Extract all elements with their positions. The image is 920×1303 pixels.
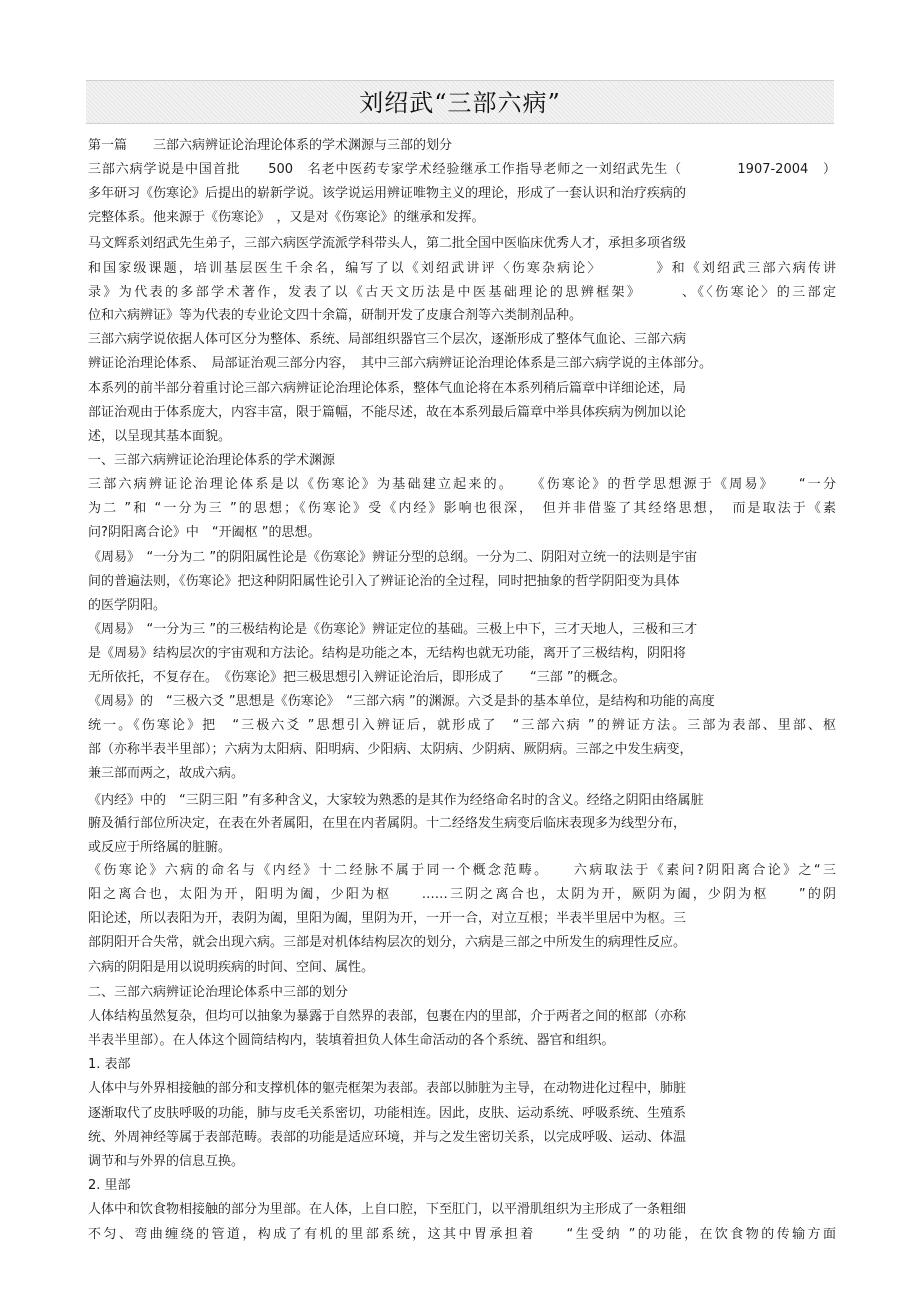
text-line: 辨证论治理论体系、 局部证治观三部分内容， 其中三部六病辨证论治理论体系是三部六病学说的主体部分。	[88, 356, 713, 371]
text-line: 《周易》的 “三极六爻 ”思想是《伤寒论》 “三部六病 ”的渊源。六爻是卦的基本单位，是结构和功能的高度	[88, 694, 715, 709]
text-line: 阳之离合也，太阳为开，阳明为阖，少阳为枢 ……三阴之离合也，太阴为开，厥阴为阖，少阴为枢 ”的阴	[88, 887, 836, 902]
text-line: 本系列的前半部分着重讨论三部六病辨证论治理论体系，整体气血论将在本系列稍后篇章中详细论述，局	[88, 381, 687, 396]
text-line: 兼三部而两之，故成六病。	[88, 766, 245, 781]
text-line: 三部六病学说依据人体可区分为整体、系统、局部组织器官三个层次，逐渐形成了整体气血论、三部六病	[88, 332, 687, 347]
text-line: 为二 ”和 “一分为三 ”的思想；《伤寒论》受《内经》影响也很深， 但并非借鉴了其经络思想， 而是取法于《素	[88, 501, 836, 516]
text-line: 的医学阴阳。	[88, 598, 167, 613]
text-line: 无所依托，不复存在。 《伤寒论》把三极思想引入辨证论治后，即形成了 “三部 ”的概念。	[88, 670, 626, 685]
text-line: 多年研习《伤寒论》后提出的崭新学说。该学说运用辨证唯物主义的理论，形成了一套认识和治疗疾病的	[88, 186, 687, 201]
text-line: 《周易》 “一分为三 ”的三极结构论是《伤寒论》辨证定位的基础。三极上中下，三才天地人，三极和三才	[88, 622, 698, 637]
text-line: 部（亦称半表半里部）；六病为太阳病、阳明病、少阳病、太阴病、少阴病、厥阴病。三部之中发生病变，	[88, 742, 693, 757]
subsection-heading: 1. 表部	[88, 1057, 131, 1072]
section-heading: 第一篇 三部六病辨证论治理论体系的学术渊源与三部的划分	[88, 138, 453, 153]
text-line: 阳论述，所以表阳为开，表阴为阖，里阳为阖，里阴为开，一开一合，对立互根；半表半里居中为枢。三	[88, 911, 687, 926]
text-line: 《伤寒论》六病的命名与《内经》十二经脉不属于同一个概念范畴。 六病取法于《素问?阴阳离合论》之“三	[88, 863, 836, 878]
text-line: 述，以呈现其基本面貌。	[88, 429, 232, 444]
text-line: 和国家级课题，培训基层医生千余名，编写了以《刘绍武讲评〈伤寒杂病论〉 》和《刘绍武三部六病传讲	[88, 261, 836, 276]
document-title: 刘绍武“三部六病”	[359, 89, 561, 117]
text-line: 三部六病学说是中国首批 500 名老中医药专家学术经验继承工作指导老师之一刘绍武先生（ 1907-2004 ）	[88, 162, 836, 177]
text-line: 半表半里部）。在人体这个圆筒结构内，装填着担负人体生命活动的各个系统、器官和组织。	[88, 1033, 615, 1048]
text-line: 部证治观由于体系庞大，内容丰富，限于篇幅，不能尽述，故在本系列最后篇章中举具体疾病为例加以论	[88, 405, 687, 420]
text-line: 位和六病辨证》等为代表的专业论文四十余篇，研制开发了皮康合剂等六类制剂品种。	[88, 308, 583, 323]
text-line: 部阴阳开合失常，就会出现六病。三部是对机体结构层次的划分，六病是三部之中所发生的病理性反应。	[88, 935, 687, 950]
text-line: 逐渐取代了皮肤呼吸的功能，肺与皮毛关系密切，功能相连。因此，皮肤、运动系统、呼吸系统、生殖系	[88, 1106, 687, 1121]
text-line: 三部六病辨证论治理论体系是以《伤寒论》为基础建立起来的。 《伤寒论》的哲学思想源于《周易》 “一分	[88, 477, 836, 492]
text-line: 不匀、弯曲缠绕的管道，构成了有机的里部系统，这其中胃承担着 “生受纳 ”的功能，在饮食物的传输方面	[88, 1227, 836, 1242]
text-line: 录》为代表的多部学术著作，发表了以《古天文历法是中医基础理论的思辨框架》 、《〈伤寒论〉的三部定	[88, 285, 836, 300]
text-line: 统、外周神经等属于表部范畴。表部的功能是适应环境，并与之发生密切关系，以完成呼吸、运动、体温	[88, 1130, 687, 1145]
text-line: 马文辉系刘绍武先生弟子，三部六病医学流派学科带头人，第二批全国中医临床优秀人才，承担多项省级	[88, 236, 687, 251]
text-line: 或反应于所络属的脏腑。	[88, 840, 232, 855]
section-heading: 二、三部六病辨证论治理论体系中三部的划分	[88, 985, 349, 1000]
text-line: 《内经》中的 “三阴三阳 ”有多种含义，大家较为熟悉的是其作为经络命名时的含义。经络之阴阳由络属脏	[88, 793, 704, 808]
title-banner	[86, 80, 834, 124]
text-line: 《周易》 “一分为二 ”的阴阳属性论是《伤寒论》辨证分型的总纲。一分为二、阴阳对立统一的法则是宇宙	[88, 550, 698, 565]
text-line: 是《周易》结构层次的宇宙观和方法论。结构是功能之本，无结构也就无功能，离开了三极结构，阴阳将	[88, 646, 687, 661]
text-line: 人体中和饮食物相接触的部分为里部。在人体，上自口腔，下至肛门，以平滑肌组织为主形成了一条粗细	[88, 1202, 687, 1217]
text-line: 完整体系。他来源于《伤寒论》 ，又是对《伤寒论》的继承和发挥。	[88, 210, 485, 225]
text-line: 问?阴阳离合论》中 “开阖枢 ”的思想。	[88, 525, 321, 540]
text-line: 调节和与外界的信息互换。	[88, 1154, 245, 1169]
text-line: 六病的阴阳是用以说明疾病的时间、空间、属性。	[88, 960, 375, 975]
text-line: 腑及循行部位所决定，在表在外者属阳，在里在内者属阴。十二经络发生病变后临床表现多为线型分布，	[88, 816, 687, 831]
text-line: 统一。《伤寒论》把 “三极六爻 ”思想引入辨证后，就形成了 “三部六病 ”的辨证方法。三部为表部、里部、枢	[88, 718, 836, 733]
text-line: 间的普遍法则，《伤寒论》把这种阴阳属性论引入了辨证论治的全过程，同时把抽象的哲学阴阳变为具体	[88, 574, 680, 589]
text-line: 人体结构虽然复杂，但均可以抽象为暴露于自然界的表部，包裹在内的里部，介于两者之间的枢部（亦称	[88, 1009, 687, 1024]
subsection-heading: 2. 里部	[88, 1178, 131, 1193]
section-heading: 一、三部六病辨证论治理论体系的学术渊源	[88, 453, 336, 468]
text-line: 人体中与外界相接触的部分和支撑机体的躯壳框架为表部。表部以肺脏为主导，在动物进化过程中，肺脏	[88, 1081, 687, 1096]
